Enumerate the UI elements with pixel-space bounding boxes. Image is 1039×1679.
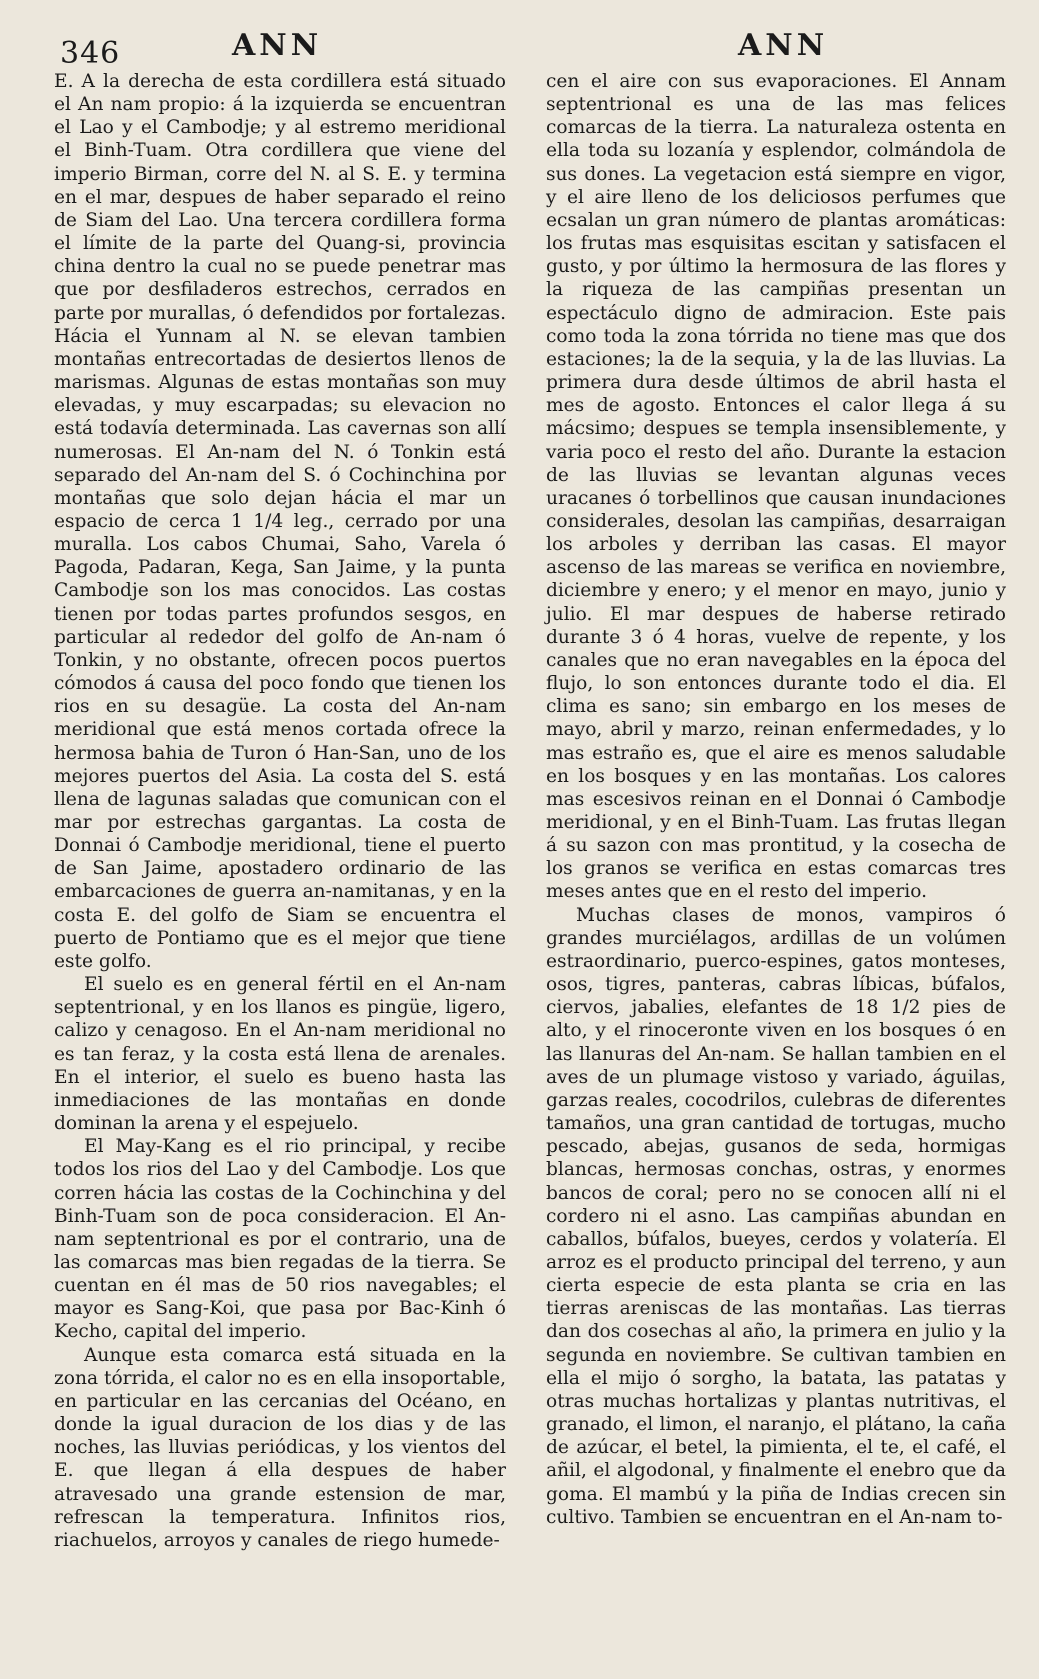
- page-number: 346: [60, 36, 121, 71]
- paragraph: Muchas clases de monos, vampiros ó grandes murciélagos, ardillas de un volúmen estraordinario, puerco-espines, gatos monteses, osos, tigres, panteras, cabras líbicas, búfalos, ciervos, jabalies, elefantes de 18 1/2 pies de alto, y el rinoceronte viven en los bosques ó en las llanuras del An-nam. Se hallan tambien en el aves de un plumage vistoso y variado, águilas, garzas reales, cocodrilos, culebras de diferentes tamaños, una gran cantidad de tortugas, mucho pescado, abejas, gusanos de seda, hormigas blancas, hermosas conchas, ostras, y enormes bancos de coral; pero no se conocen allí ni el cordero ni el asno. Las campiñas abundan en caballos, búfalos, bueyes, cerdos y volatería. El arroz es el producto principal del terreno, y aun cierta especie de esta planta se cria en las tierras areniscas de las montañas. Las tierras dan dos cosechas al año, la primera en julio y la segunda en noviembre. Se cultivan tambien en ella el mijo ó sorgho, la batata, las patatas y otras muchas hortalizas y plantas nutritivas, el granado, el limon, el naranjo, el plátano, la caña de azúcar, el betel, la pimienta, el te, el café, el añil, el algodonal, y finalmente el enebro que da goma. El mambú y la piña de Indias crecen sin cultivo. Tambien se encuentran en el An-nam to-: [546, 904, 1006, 1528]
- paragraph: El suelo es en general fértil en el An-nam septentrional, y en los llanos es pingüe, ligero, calizo y cenagoso. En el An-nam meridional no es tan feraz, y la costa está llena de arenales. En el interior, el suelo es bueno hasta las inmediaciones de las montañas en donde dominan la arena y el espejuelo.: [54, 974, 506, 1135]
- text-column-left: [54, 70, 506, 1552]
- running-head-left: ANN: [232, 28, 323, 63]
- paragraph: cen el aire con sus evaporaciones. El Annam septentrional es una de las mas felices comarcas de la tierra. La naturaleza ostenta en ella toda su lozanía y esplendor, colmándola de sus dones. La vegetacion está siempre en vigor, y el aire lleno de los deliciosos perfumes que ecsalan un gran número de plantas aromáticas: los frutas mas esquisitas escitan y satisfacen el gusto, y por último la hermosura de las flores y la riqueza de las campiñas presentan un espectáculo digno de admiracion. Este pais como toda la zona tórrida no tiene mas que dos estaciones; la de la sequia, y la de las lluvias. La primera dura desde últimos de abril hasta el mes de agosto. Entonces el calor llega á su mácsimo; despues se templa insensiblemente, y varia poco el resto del año. Durante la estacion de las lluvias se levantan algunas veces uracanes ó torbellinos que causan inundaciones considerales, desolan las campiñas, desarraigan los arboles y derriban las casas. El mayor ascenso de las mareas se verifica en noviembre, diciembre y enero; y el menor en mayo, junio y julio. El mar despues de haberse retirado durante 3 ó 4 horas, vuelve de repente, y los canales que no eran navegables en la época del flujo, lo son entonces durante todo el dia. El clima es sano; sin embargo en los meses de mayo, abril y marzo, reinan enfermedades, y lo mas estraño es, que el aire es menos saludable en los bosques y en las montañas. Los calores mas escesivos reinan en el Donnai ó Cambodje meridional, y en el Binh-Tuam. Las frutas llegan á su sazon con mas prontitud, y la cosecha de los granos se verifica en estas comarcas tres meses antes que en el resto del imperio.: [546, 71, 1006, 903]
- running-head-right: ANN: [738, 28, 829, 63]
- paragraph: E. A la derecha de esta cordillera está situado el An nam propio: á la izquierda se encuentran el Lao y el Cambodje; y al estremo meridional el Binh-Tuam. Otra cordillera que viene del imperio Birman, corre del N. al S. E. y termina en el mar, despues de haber separado el reino de Siam del Lao. Una tercera cordillera forma el límite de la parte del Quang-si, provincia china dentro la cual no se puede penetrar mas que por desfiladeros estrechos, cerrados en parte por murallas, ó defendidos por fortalezas. Hácia el Yunnam al N. se elevan tambien montañas entrecortadas de desiertos llenos de marismas. Algunas de estas montañas son muy elevadas, y muy escarpadas; su elevacion no está todavía determinada. Las cavernas son allí numerosas. El An-nam del N. ó Tonkin está separado del An-nam del S. ó Cochinchina por montañas que solo dejan hácia el mar un espacio de cerca 1 1/4 leg., cerrado por una muralla. Los cabos Chumai, Saho, Varela ó Pagoda, Padaran, Kega, San Jaime, y la punta Cambodje son los mas conocidos. Las costas tienen por todas partes profundos sesgos, en particular al rededor del golfo de An-nam ó Tonkin, y no obstante, ofrecen pocos puertos cómodos á causa del poco fondo que tienen los rios en su desagüe. La costa del An-nam meridional que está menos cortada ofrece la hermosa bahia de Turon ó Han-San, uno de los mejores puertos del Asia. La costa del S. está llena de lagunas saladas que comunican con el mar por estrechas gargantas. La costa de Donnai ó Cambodje meridional, tiene el puerto de San Jaime, apostadero ordinario de las embarcaciones de guerra an-namitanas, y en la costa E. del golfo de Siam se encuentra el puerto de Pontiamo que es el mejor que tiene este golfo.: [54, 71, 506, 972]
- paragraph: El May-Kang es el rio principal, y recibe todos los rios del Lao y del Cambodje. Los que corren hácia las costas de la Cochinchina y del Binh-Tuam son de poca consideracion. El An-nam septentrional es por el contrario, una de las comarcas mas bien regadas de la tierra. Se cuentan en él mas de 50 rios navegables; el mayor es Sang-Koi, que pasa por Bac-Kinh ó Kecho, capital del imperio.: [54, 1136, 506, 1343]
- paragraph: Aunque esta comarca está situada en la zona tórrida, el calor no es en ella insoportable, en particular en las cercanias del Océano, en donde la igual duracion de los dias y de las noches, las lluvias periódicas, y los vientos del E. que llegan á ella despues de haber atravesado una grande estension de mar, refrescan la temperatura. Infinitos rios, riachuelos, arroyos y canales de riego humede-: [54, 1344, 506, 1551]
- text-column-right: [546, 70, 1006, 1529]
